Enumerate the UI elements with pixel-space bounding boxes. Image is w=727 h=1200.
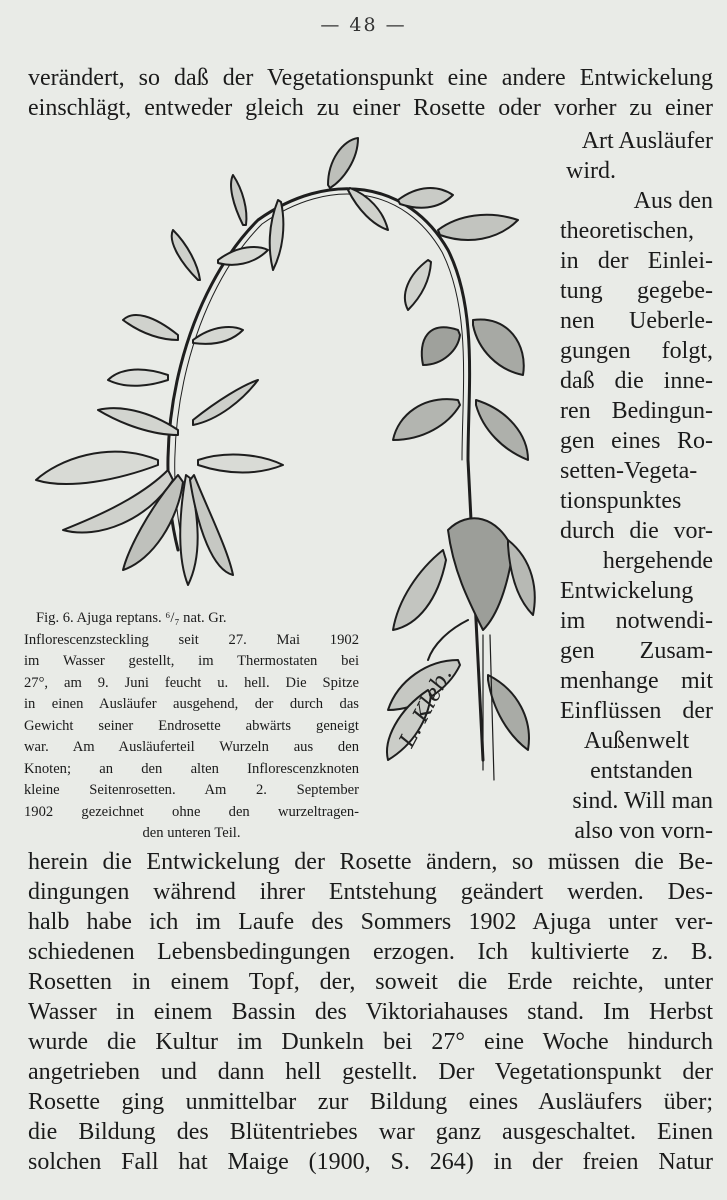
leaf <box>231 175 246 225</box>
text-line: Aus den <box>633 188 713 214</box>
caption-line: 27°, am 9. Juni feucht u. hell. Die Spitze <box>24 674 359 691</box>
caption-line: Gewicht seiner Endrosette abwärts geneigt <box>24 717 359 734</box>
leaf <box>172 230 200 280</box>
text-line: setten-Vegeta- <box>560 458 698 484</box>
text-line: gungen folgt, <box>560 338 713 364</box>
text-line: herein die Entwickelung der Rosette ändern, so müssen die Be- <box>28 849 713 875</box>
leaf <box>428 620 468 660</box>
text-line: Art Ausläufer <box>581 128 713 154</box>
leaf <box>422 327 460 365</box>
leaf <box>476 400 528 460</box>
leaf <box>193 327 243 344</box>
leaf <box>405 260 431 310</box>
leaf <box>98 408 178 435</box>
text-line: halb habe ich im Laufe des Sommers 1902 Ajuga unter ver- <box>28 909 713 935</box>
caption-line: den unteren Teil. <box>142 825 241 841</box>
leaf <box>108 370 168 386</box>
text-line: nen Ueberle- <box>560 308 713 334</box>
leaf <box>398 188 453 208</box>
leaf <box>218 247 268 265</box>
text-line: gen eines Ro- <box>560 428 713 454</box>
leaf <box>438 215 518 240</box>
stem-inner <box>175 194 464 550</box>
caption-line: Inflorescenzsteckling seit 27. Mai 1902 <box>24 631 359 648</box>
text-line: sind. Will man <box>572 788 713 814</box>
text-line: einschlägt, entweder gleich zu einer Rosette oder vorher zu einer <box>28 95 713 121</box>
leaf <box>193 380 258 425</box>
text-line: Wasser in einem Bassin des Viktoriahauses stand. Im Herbst <box>28 999 713 1025</box>
text-line: gen Zusam- <box>560 638 713 664</box>
text-line: verändert, so daß der Vegetationspunkt eine andere Entwickelung <box>28 65 713 91</box>
text-line: durch die vor- <box>560 518 713 544</box>
text-line: im notwendi- <box>560 608 713 634</box>
text-line: entstanden <box>590 758 693 784</box>
text-line: Rosetten in einem Topf, der, soweit die Erde reichte, unter <box>28 969 713 995</box>
leaf <box>393 550 446 630</box>
text-line: ren Bedingun- <box>560 398 713 424</box>
text-line: wird. <box>566 158 616 184</box>
text-line: tionspunktes <box>560 488 682 514</box>
text-line: also von vorn- <box>574 818 713 844</box>
text-line: in der Einlei- <box>560 248 713 274</box>
page-number: — 48 — <box>320 14 407 36</box>
caption-line: im Wasser gestellt, im Thermostaten bei <box>24 653 359 669</box>
leaf-vein <box>490 635 494 780</box>
leaf <box>508 540 535 615</box>
text-line: Rosette ging unmittelbar zur Bildung eines Ausläufers über; <box>28 1089 713 1115</box>
text-line: wurde die Kultur im Dunkeln bei 27° eine Woche hindurch <box>28 1029 713 1055</box>
leaf <box>473 319 524 375</box>
artist-signature: L. Kleb. <box>395 663 458 752</box>
caption-line: Fig. 6. Ajuga reptans. ⁶/₇ nat. Gr. <box>36 610 227 626</box>
text-line: Außenwelt <box>583 728 690 754</box>
caption-line: kleine Seitenrosetten. Am 2. September <box>24 782 359 798</box>
text-line: schiedenen Lebensbedingungen erzogen. Ich kultivierte z. B. <box>28 939 713 965</box>
text-line: daß die inne- <box>560 368 713 394</box>
leaf <box>123 315 178 340</box>
caption-line: 1902 gezeichnet ohne den wurzeltragen- <box>24 803 359 820</box>
leaf <box>393 399 460 440</box>
text-line: Einflüssen der <box>560 698 713 724</box>
figure-caption <box>24 608 359 845</box>
text-line: hergehende <box>602 548 713 574</box>
leaf <box>198 455 283 473</box>
text-line: die Bildung des Blütentriebes war ganz ausgeschaltet. Einen <box>28 1119 713 1145</box>
text-line: theoretischen, <box>560 218 694 244</box>
text-line: angetrieben und dann hell gestellt. Der Vegetationspunkt der <box>28 1059 713 1085</box>
text-line: tung gegebe- <box>560 278 713 304</box>
leaf <box>36 452 158 484</box>
leaf <box>328 138 358 188</box>
text-line: dingungen während ihrer Entstehung geändert werden. Des- <box>28 879 713 905</box>
caption-line: Knoten; an den alten Inflorescenzknoten <box>24 760 359 777</box>
leaf <box>488 675 529 750</box>
text-line: solchen Fall hat Maige (1900, S. 264) in der freien Natur <box>28 1149 713 1175</box>
caption-line: war. Am Ausläuferteil Wurzeln aus den <box>24 739 359 755</box>
text-line: Entwickelung <box>560 578 694 604</box>
leaf <box>448 518 513 630</box>
text-line: menhange mit <box>560 668 713 694</box>
caption-line: in einen Ausläufer ausgehend, der durch das <box>24 696 359 712</box>
